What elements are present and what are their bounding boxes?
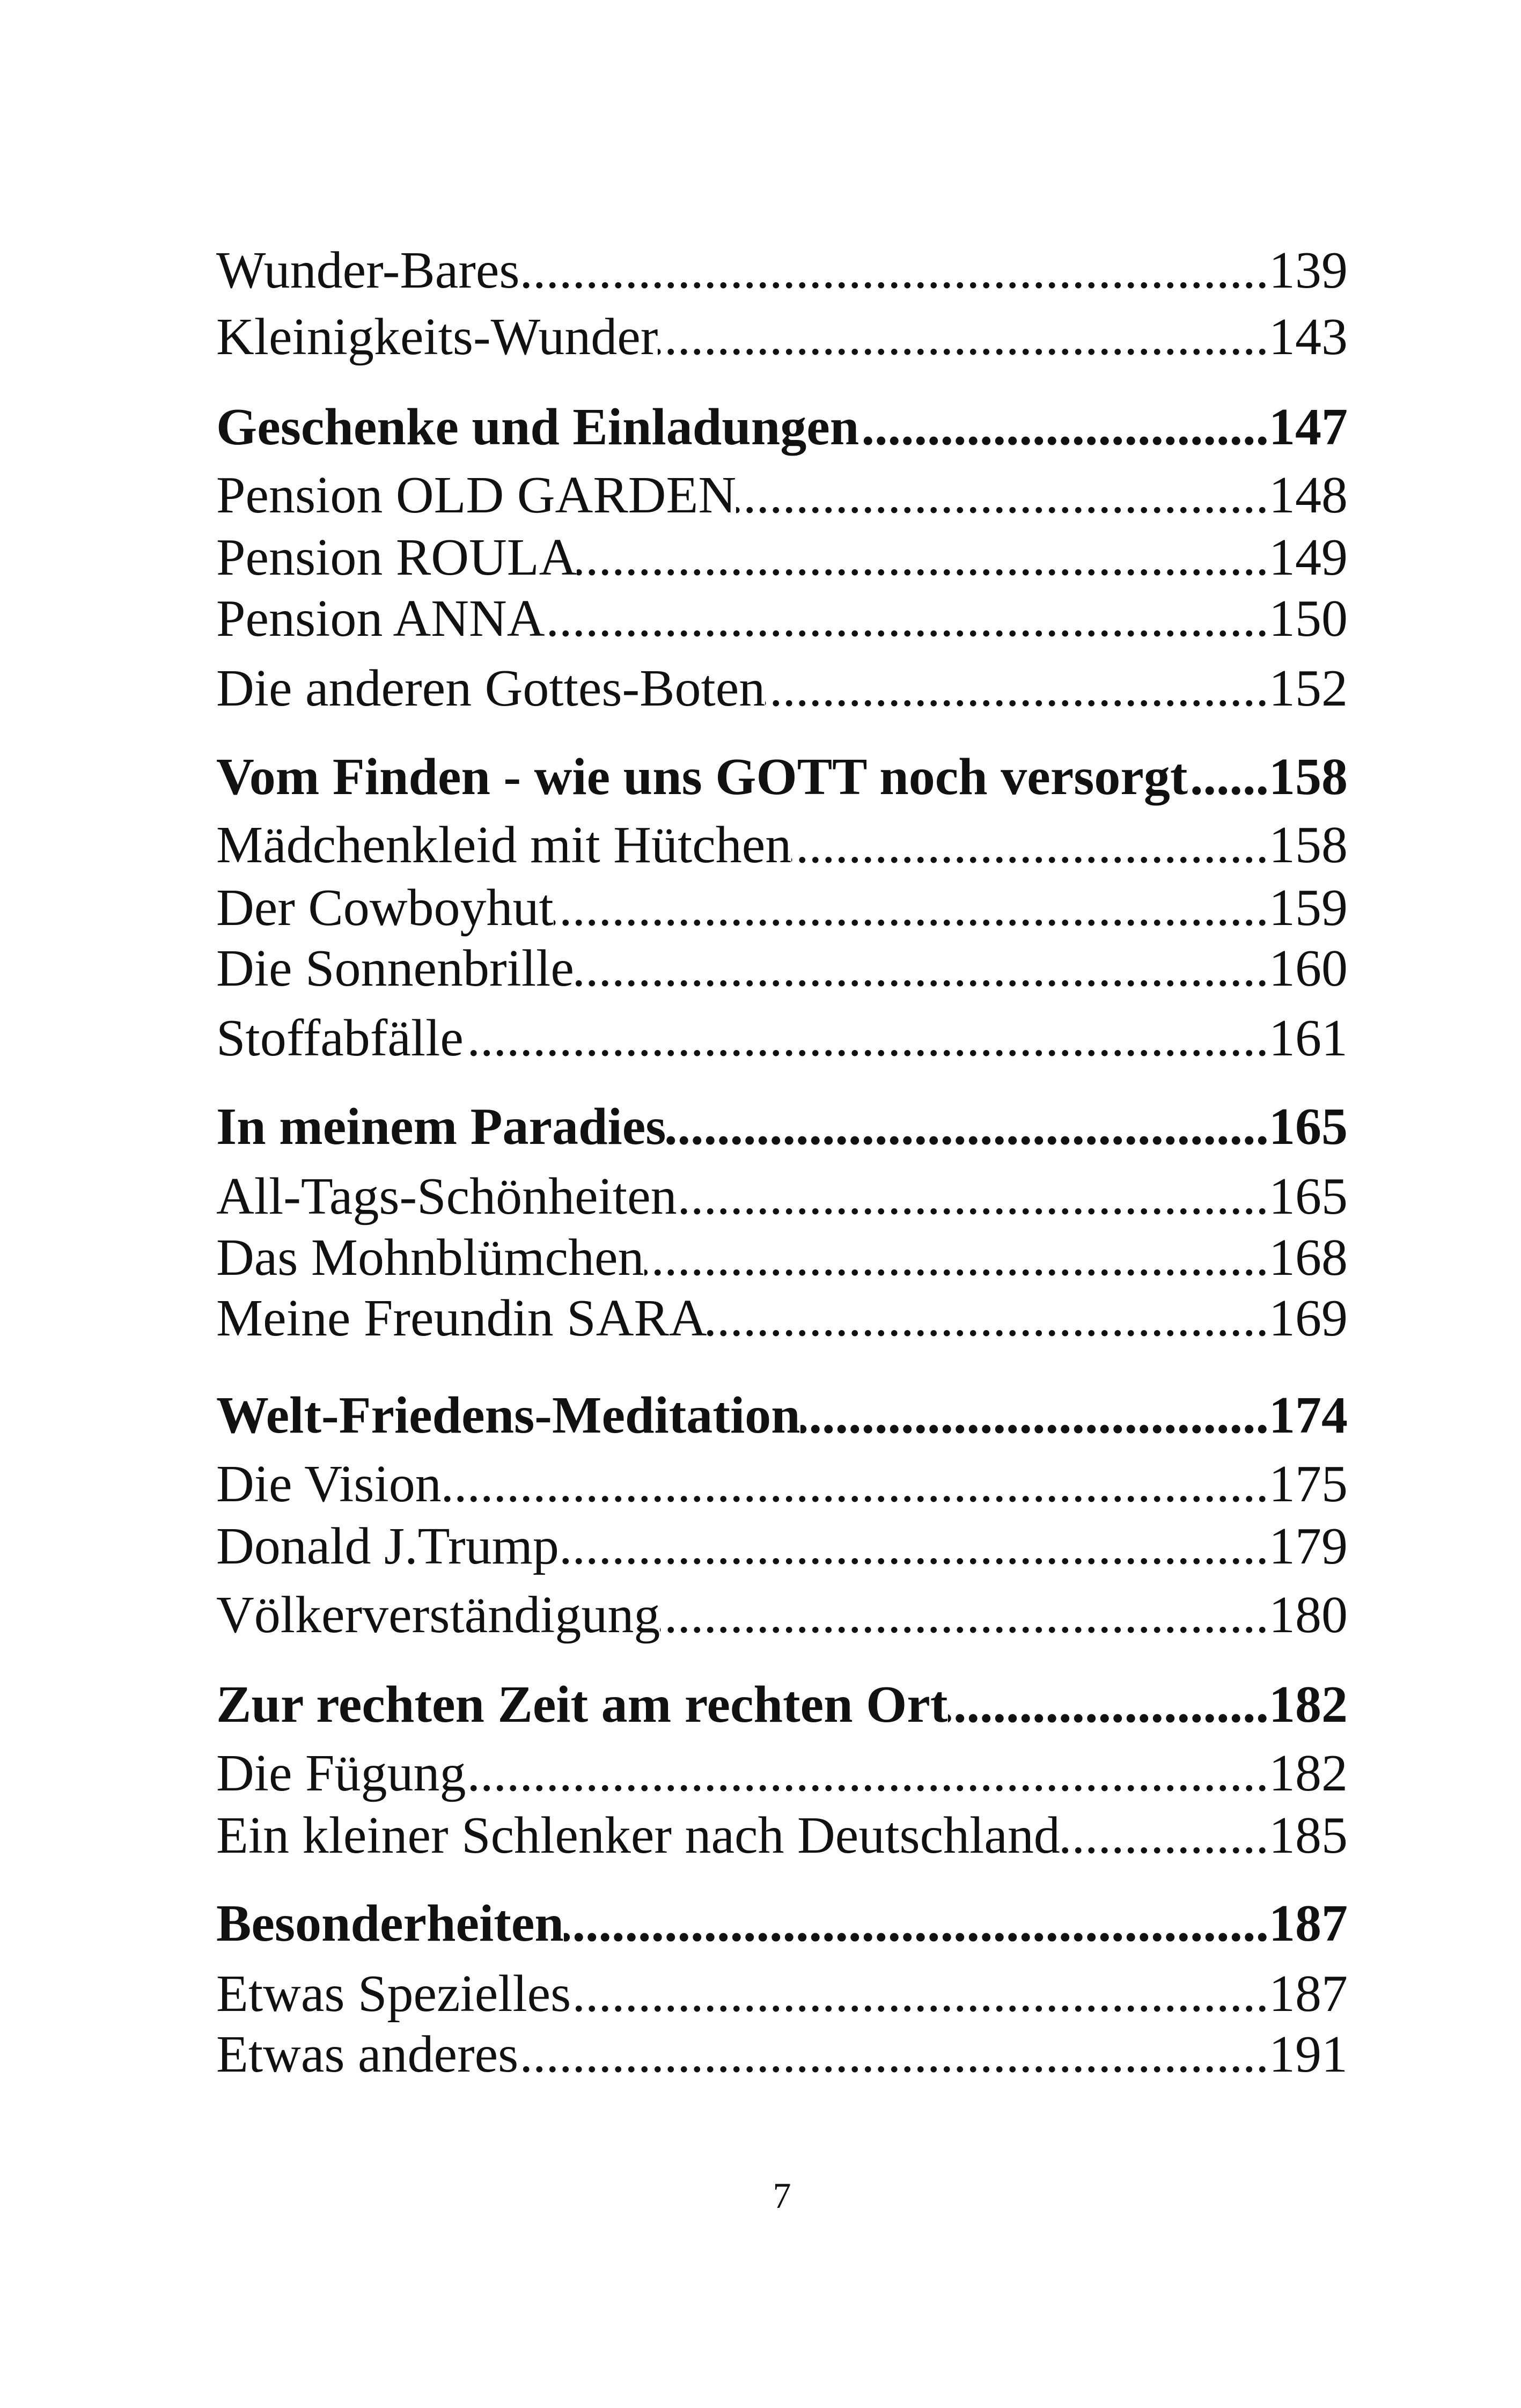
dot-leader: [442, 1458, 1269, 1510]
toc-chapter-heading: [216, 398, 1348, 456]
toc-entry: [216, 466, 1348, 524]
dot-leader: [800, 1389, 1269, 1442]
toc-entry: [216, 308, 1348, 366]
toc-entry-page: 149: [1269, 528, 1348, 586]
toc-chapter-heading: [216, 1897, 1348, 1950]
toc-entry-page: 143: [1269, 308, 1348, 366]
toc-entry-page: 175: [1269, 1455, 1348, 1513]
toc-entry-page: 152: [1269, 659, 1348, 717]
toc-entry-title: Das Mohnblümchen: [216, 1229, 644, 1287]
dot-leader: [677, 1170, 1269, 1223]
toc-entry-page: 160: [1269, 939, 1348, 997]
toc-chapter-page: 187: [1269, 1895, 1348, 1952]
dot-leader: [644, 1231, 1269, 1284]
toc-entry-title: Die Sonnenbrille: [216, 939, 574, 997]
toc-entry-page: 180: [1269, 1586, 1348, 1644]
toc-entry: [216, 1229, 1348, 1287]
dot-leader: [1060, 1809, 1269, 1862]
toc-chapter-page: 158: [1269, 748, 1348, 806]
toc-entry-title: Mädchenkleid mit Hütchen: [216, 816, 792, 874]
toc-entry-title: Wunder-Bares: [216, 241, 520, 299]
toc-chapter-title: Vom Finden - wie uns GOTT noch versorgt: [216, 748, 1188, 806]
toc-entry: [216, 590, 1348, 648]
toc-entry-title: Kleinigkeits-Wunder: [216, 308, 658, 366]
toc-entry-title: Stoffabfälle: [216, 1009, 464, 1067]
dot-leader: [574, 942, 1269, 995]
toc-entry-title: Pension OLD GARDEN: [216, 466, 737, 524]
toc-entry-title: Etwas anderes: [216, 2025, 519, 2083]
toc-chapter-page: 165: [1269, 1098, 1348, 1156]
dot-leader: [707, 1292, 1269, 1345]
toc-entry-page: 169: [1269, 1289, 1348, 1347]
toc-entry: [216, 241, 1348, 299]
toc-entry-title: Donald J.Trump: [216, 1517, 559, 1575]
dot-leader: [554, 882, 1269, 934]
toc-chapter-title: Besonderheiten: [216, 1895, 564, 1952]
toc-entry-page: 165: [1269, 1168, 1348, 1225]
toc-entry: [216, 1289, 1348, 1347]
dot-leader: [520, 244, 1269, 297]
toc-entry-title: Der Cowboyhut: [216, 879, 554, 937]
toc-entry-title: All-Tags-Schönheiten: [216, 1168, 677, 1225]
toc-entry-page: 158: [1269, 816, 1348, 874]
dot-leader: [660, 1589, 1269, 1641]
page-number: 7: [773, 2175, 791, 2216]
toc-chapter-heading: [216, 1676, 1348, 1734]
toc-entry-page: 159: [1269, 879, 1348, 937]
toc-entry-page: 150: [1269, 590, 1348, 648]
dot-leader: [464, 1012, 1269, 1064]
toc-entry: [216, 939, 1348, 997]
toc-entry-title: Die anderen Gottes-Boten: [216, 659, 766, 717]
toc-entry: [216, 1170, 1348, 1223]
toc-entry-page: 185: [1269, 1807, 1348, 1864]
toc-chapter-heading: [216, 748, 1348, 806]
toc-entry-title: Pension ROULA: [216, 528, 577, 586]
toc-chapter-title: Geschenke und Einladungen: [216, 398, 859, 456]
toc-chapter-title: Welt-Friedens-Meditation: [216, 1386, 800, 1444]
toc-entry-page: 168: [1269, 1229, 1348, 1287]
toc-entry-title: Die Vision: [216, 1455, 442, 1513]
toc-entry-page: 148: [1269, 466, 1348, 524]
toc-entry-title: Völkerverständigung: [216, 1586, 660, 1644]
dot-leader: [518, 2028, 1269, 2081]
toc-entry-title: Die Fügung: [216, 1744, 466, 1802]
toc-entry: [216, 879, 1348, 937]
dot-leader: [791, 819, 1269, 871]
dot-leader: [666, 1100, 1269, 1153]
toc-entry-page: 139: [1269, 241, 1348, 299]
toc-entry: [216, 2025, 1348, 2083]
toc-chapter-page: 174: [1269, 1386, 1348, 1444]
toc-entry: [216, 1809, 1348, 1862]
toc-chapter-title: In meinem Paradies: [216, 1098, 666, 1156]
dot-leader: [658, 311, 1269, 363]
toc-entry: [216, 528, 1348, 586]
toc-chapter-page: 147: [1269, 398, 1348, 456]
toc-entry-title: Pension ANNA: [216, 590, 545, 648]
toc-entry-page: 179: [1269, 1517, 1348, 1575]
toc-entry-title: Etwas Spezielles: [216, 1965, 571, 2023]
dot-leader: [559, 1520, 1269, 1573]
toc-entry: [216, 816, 1348, 874]
toc-entry: [216, 1517, 1348, 1575]
toc-entry: [216, 659, 1348, 717]
toc-entry-page: 187: [1269, 1965, 1348, 2023]
dot-leader: [545, 592, 1269, 645]
dot-leader: [948, 1678, 1269, 1731]
toc-chapter-heading: [216, 1386, 1348, 1444]
toc-entry-page: 161: [1269, 1009, 1348, 1067]
dot-leader: [577, 531, 1269, 584]
dot-leader: [466, 1747, 1269, 1800]
dot-leader: [736, 469, 1269, 522]
toc-chapter-title: Zur rechten Zeit am rechten Ort: [216, 1676, 948, 1734]
toc-chapter-heading: [216, 1098, 1348, 1156]
toc-entry-page: 182: [1269, 1744, 1348, 1802]
dot-leader: [859, 401, 1269, 453]
toc-entry: [216, 1009, 1348, 1067]
dot-leader: [571, 1967, 1269, 2020]
toc-entry-title: Ein kleiner Schlenker nach Deutschland: [216, 1807, 1060, 1864]
toc-chapter-page: 182: [1269, 1676, 1348, 1734]
toc-entry: [216, 1455, 1348, 1513]
toc-entry: [216, 1965, 1348, 2023]
dot-leader: [564, 1897, 1269, 1950]
toc-entry: [216, 1586, 1348, 1644]
toc-entry-page: 191: [1269, 2025, 1348, 2083]
dot-leader: [765, 662, 1269, 715]
toc-entry: [216, 1744, 1348, 1802]
dot-leader: [1187, 751, 1269, 803]
toc-entry-title: Meine Freundin SARA: [216, 1289, 707, 1347]
